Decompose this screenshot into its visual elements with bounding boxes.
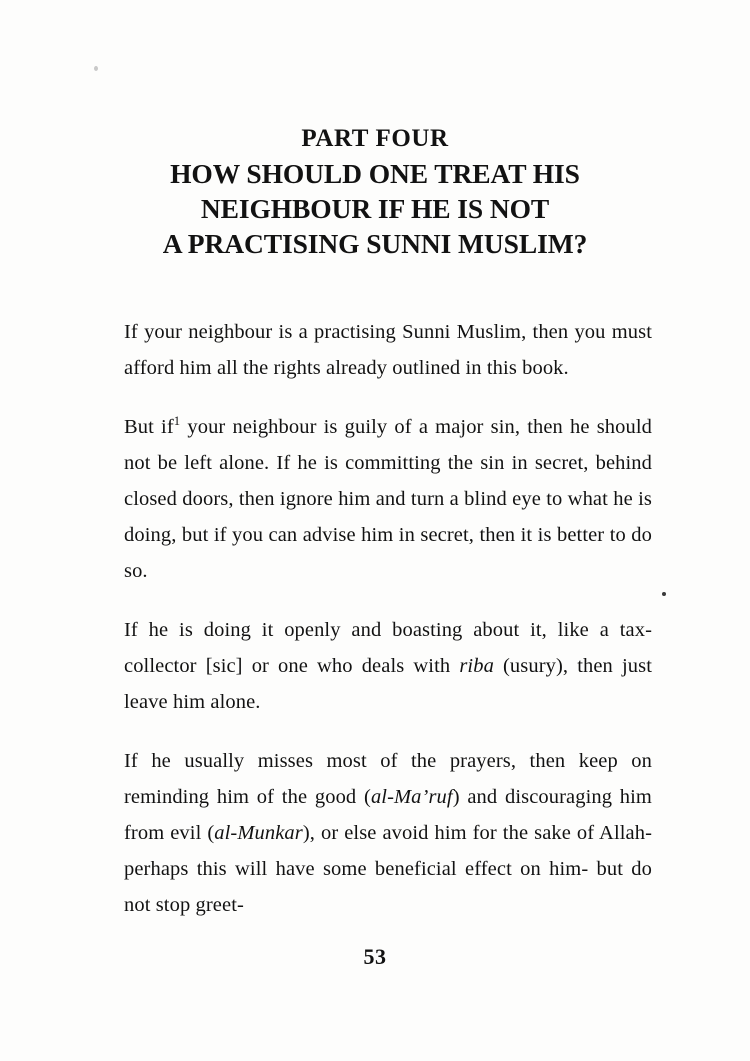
body-text: [124, 314, 652, 923]
page-number: 53: [363, 944, 387, 969]
italic-term: riba: [459, 655, 494, 677]
footnote-marker: 1: [173, 414, 181, 429]
paragraph: If he is doing it openly and boasting about it, like a tax-collector [sic] or one who deals with riba (usury), then just leave him alone.: [124, 619, 653, 713]
italic-term: al-Munkar: [214, 822, 303, 844]
chapter-heading: [0, 122, 750, 261]
chapter-title-line: HOW SHOULD ONE TREAT HIS: [170, 158, 580, 189]
paragraph: If he usually misses most of the prayers, then keep on reminding him of the good (al-Ma’ruf) and discouraging him from evil (al-Munkar), or else avoid him for the sake of Allah- perhaps this will have some beneficial effect on him- but do not stop greet-: [124, 750, 653, 916]
paragraph: If your neighbour is a practising Sunni Muslim, then you must afford him all the rights already outlined in this book.: [124, 321, 652, 379]
chapter-title: [0, 156, 750, 261]
scan-speck-icon: [94, 66, 98, 71]
chapter-title-line: A PRACTISING SUNNI MUSLIM?: [162, 228, 588, 259]
paragraph: But $if^1$ your neighbour is guily of a major sin, then he should not be left alone. If he is committing the sin in secret, behind closed doors, then ignore him and turn a blind eye to what he is doing, but if you can advise him in secret, then it is better to do so.: [124, 414, 652, 582]
scan-speck-icon: [662, 592, 666, 596]
chapter-title-line: NEIGHBOUR IF HE IS NOT: [200, 193, 550, 224]
part-label: PART FOUR: [301, 125, 449, 152]
italic-term: al-Ma’ruf: [370, 786, 453, 808]
